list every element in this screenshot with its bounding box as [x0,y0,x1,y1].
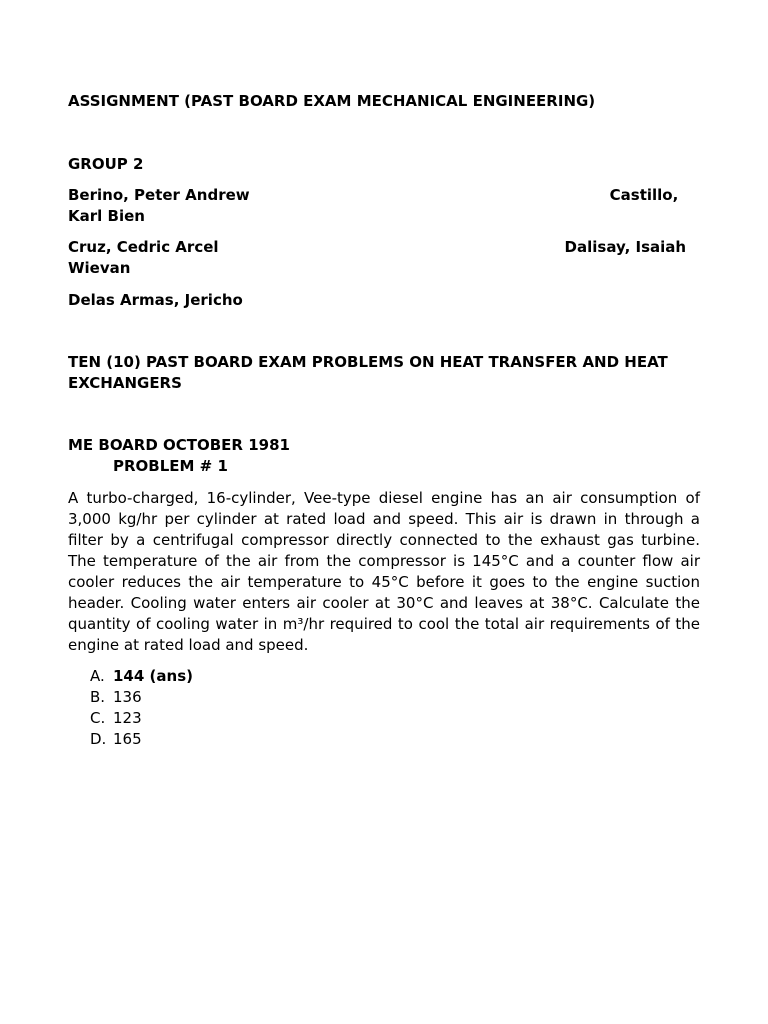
choice-a [90,666,193,687]
group-label: GROUP 2 [68,155,144,173]
choice-letter: B. [90,688,106,706]
member-name: Cruz, Cedric Arcel [68,238,219,256]
member-name-continued: Wievan [68,259,131,277]
problem-text: A turbo-charged, 16-cylinder, Vee-type diesel engine has an air consumption of 3,000 kg/hr per cylinder at rated load and speed. This air is drawn in through a filter by a centrifugal compressor directly connected to the exhaust gas turbine. The temperature of the air from the compressor is 145°C and a counter flow air cooler reduces the air temperature to 45°C before it goes to the engine suction header. Cooling water enters air cooler at 30°C and leaves at 38°C. Calculate the quantity of cooling water in m³/hr required to cool the total air requirements of the engine at rated load and speed. [68,489,700,654]
choice-letter: D. [90,730,107,748]
choice-text: 123 [113,709,142,727]
member-row-2 [68,237,700,279]
choice-d [90,729,193,750]
member-row-3 [68,290,700,311]
choice-c [90,708,193,729]
member-name: Berino, Peter Andrew [68,186,250,204]
choice-letter: C. [90,709,106,727]
member-row-1 [68,185,700,227]
member-name-continued: Karl Bien [68,207,145,225]
choice-b [90,687,193,708]
assignment-title: ASSIGNMENT (PAST BOARD EXAM MECHANICAL ENGINEERING) [68,92,596,110]
member-name: Dalisay, Isaiah [564,238,687,256]
choice-text: 165 [113,730,142,748]
choice-letter: A. [90,667,105,685]
board-label: ME BOARD OCTOBER 1981 [68,436,290,454]
member-name: Delas Armas, Jericho [68,291,243,309]
choice-text: 136 [113,688,142,706]
section-heading: TEN (10) PAST BOARD EXAM PROBLEMS ON HEAT TRANSFER AND HEAT EXCHANGERS [68,353,668,392]
member-name: Castillo, [609,186,679,204]
problem-label: PROBLEM # 1 [113,457,228,475]
answer-choices [90,666,193,750]
choice-text-answer: 144 (ans) [113,667,193,685]
document-page [68,0,700,1024]
